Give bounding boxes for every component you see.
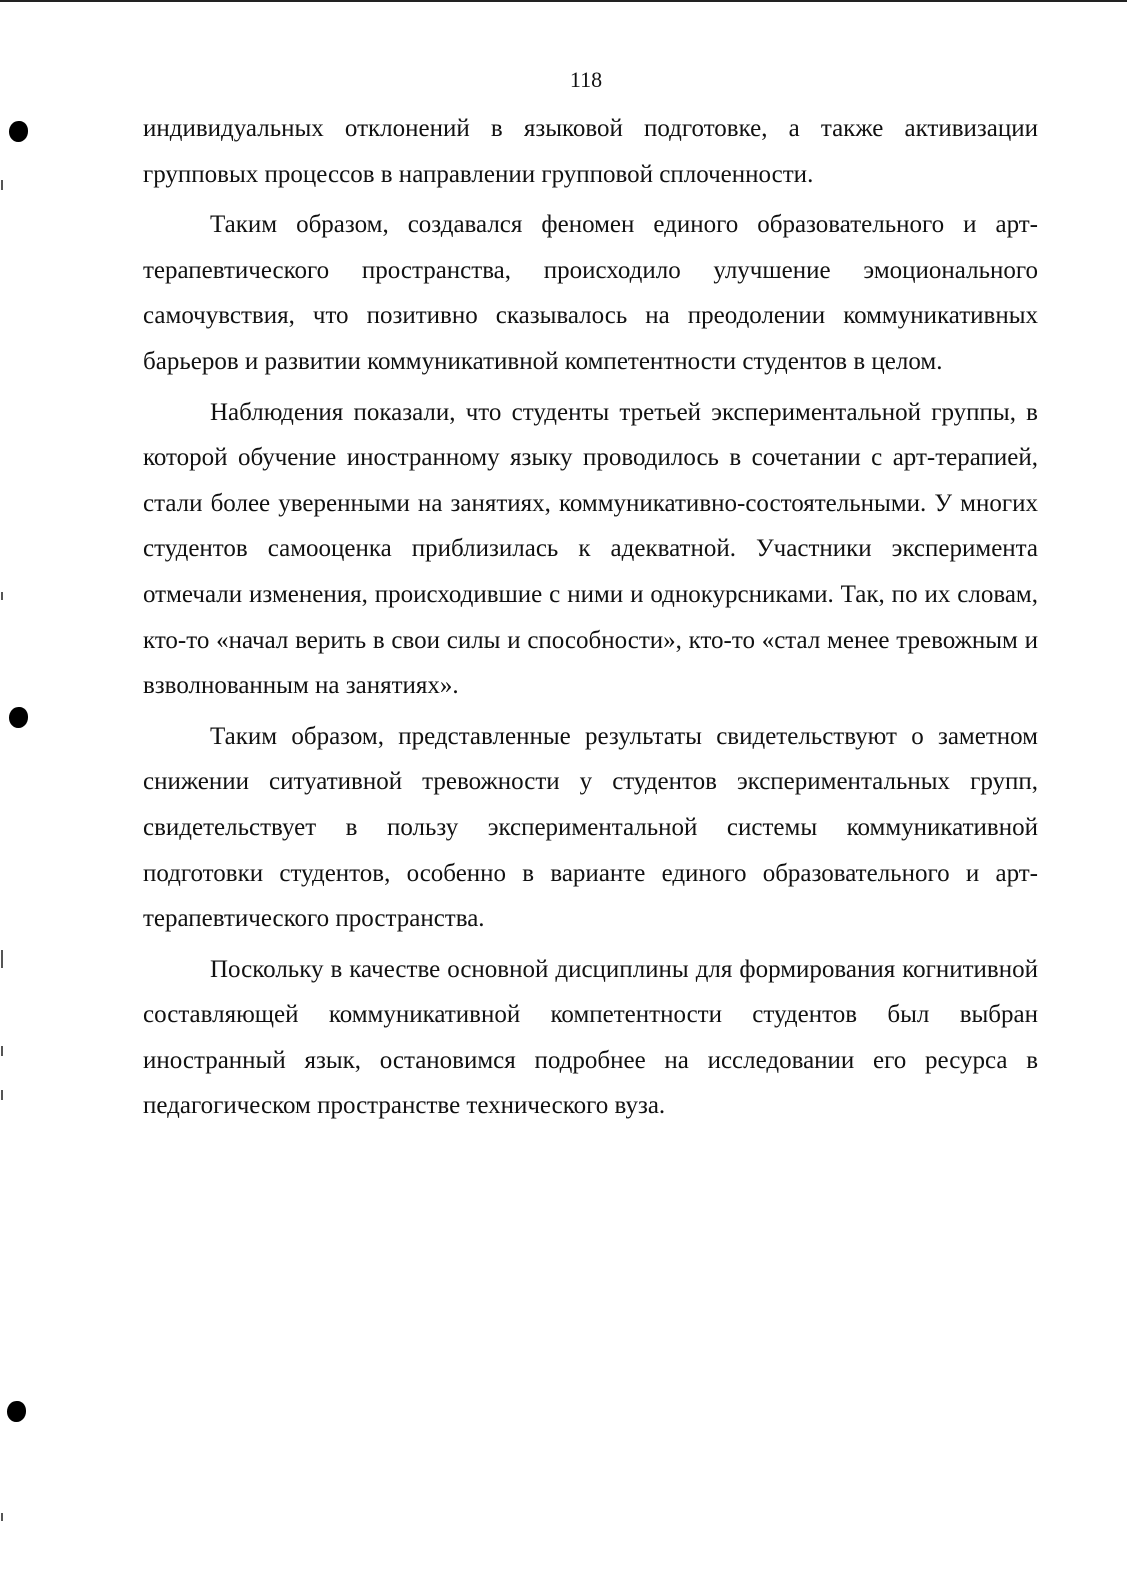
paragraph: Наблюдения показали, что студенты третьей экспериментальной группы, в которой обучение иностранному языку проводилось в сочетании с арт-терапией, стали более уверенными на занятиях, коммуникативно-состоятельными. У многих студентов самооценка приблизилась к адекватной. Участники эксперимента отмечали изменения, происходившие с ними и однокурсниками. Так, по их словам, кто-то «начал верить в свои силы и способности», кто-то «стал менее тревожным и взволнованным на занятиях». <box>143 398 1038 700</box>
paragraph: Таким образом, создавался феномен единого образовательного и арт-терапевтического пространства, происходило улучшение эмоционального самочувствия, что позитивно сказывалось на преодолении коммуникативных барьеров и развитии коммуникативной компетентности студентов в целом. <box>143 211 1038 375</box>
scan-speck <box>1 950 3 968</box>
page-number: 118 <box>569 67 603 92</box>
scan-speck <box>1 592 3 600</box>
paragraph: Таким образом, представленные результаты свидетельствуют о заметном снижении ситуативной тревожности у студентов экспериментальных групп, свидетельствует в пользу экспериментальной системы коммуникативной подготовки студентов, особенно в варианте единого образовательного и арт-терапевтического пространства. <box>143 722 1038 933</box>
paragraph-continued: индивидуальных отклонений в языковой подготовке, а также активизации групповых процессов в направлении групповой сплоченности. <box>143 115 1038 188</box>
punch-hole-mark <box>7 1401 26 1422</box>
punch-hole-mark <box>9 707 28 728</box>
scan-speck <box>1 1090 3 1100</box>
scan-speck <box>1 1513 3 1521</box>
punch-hole-mark <box>9 121 28 142</box>
body-text <box>143 106 1038 1129</box>
paragraph: Поскольку в качестве основной дисциплины для формирования когнитивной составляющей коммуникативной компетентности студентов был выбран иностранный язык, остановимся подробнее на исследовании его ресурса в педагогическом пространстве технического вуза. <box>143 955 1038 1120</box>
scan-speck <box>1 180 3 190</box>
scan-speck <box>1 1046 3 1056</box>
scan-top-edge <box>0 0 1127 2</box>
